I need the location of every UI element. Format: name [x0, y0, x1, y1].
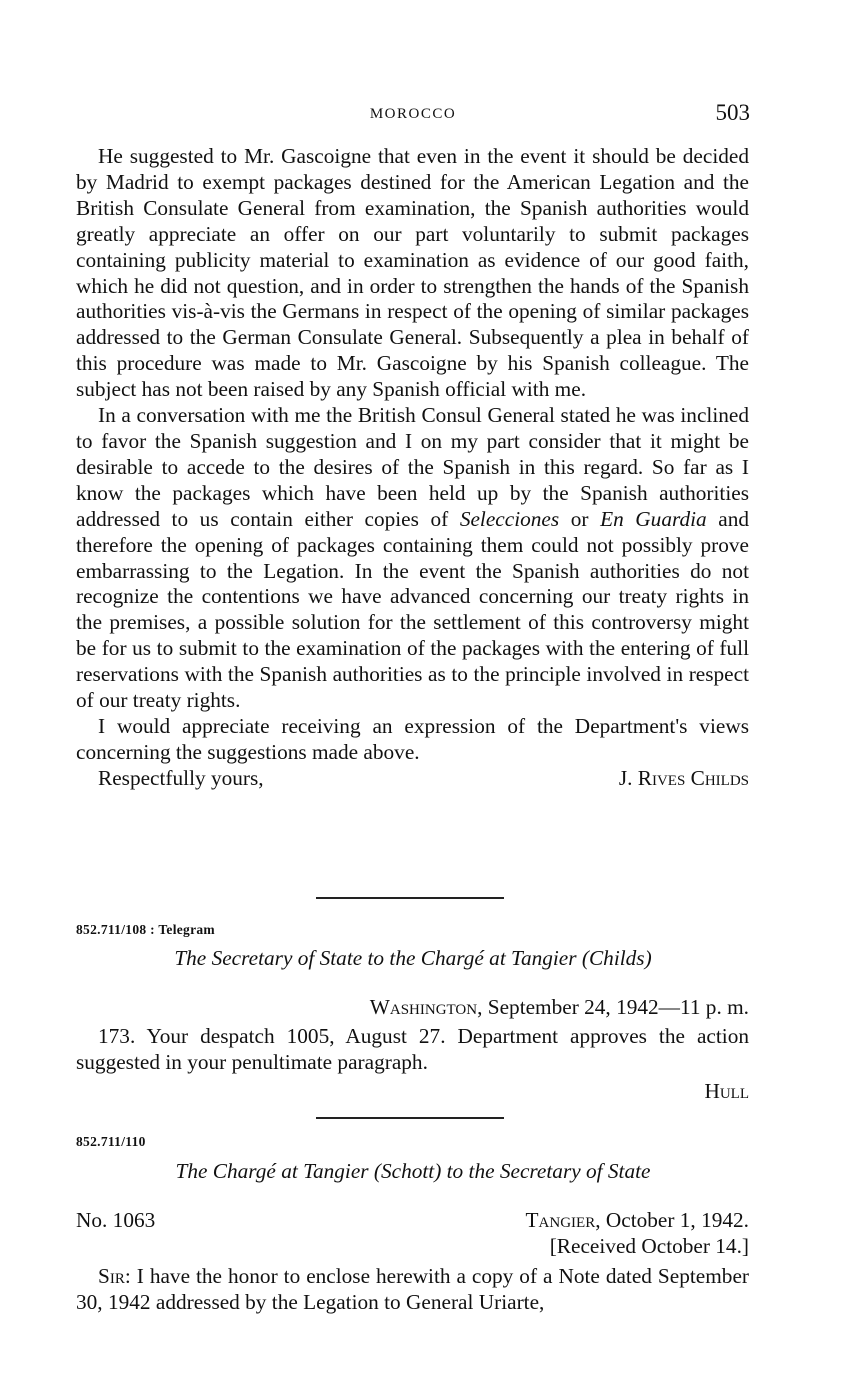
letter-body	[76, 144, 749, 792]
publication-selecciones: Selecciones	[459, 506, 560, 531]
dateline	[370, 995, 749, 1020]
dateline-date: , September 24, 1942—11 p. m.	[477, 995, 749, 1019]
publication-en-guardia: En Guardia	[600, 506, 707, 531]
telegram-body	[76, 1024, 749, 1076]
paragraph-2-text-b: and therefore the opening of packages containing them could not possibly prove embarrassing to the Legation. In the event the Spanish authorities do not recognize the contentions we have advanced concerning our treaty rights in the premises, a possible solution for the settlement of this controversy might be for us to submit to the examination of the packages with the entering of full reservations with the Spanish authorities as to the principle involved in respect of our treaty rights.	[76, 506, 750, 713]
telegram-text: 173. Your despatch 1005, August 27. Department approves the action suggested in your penultimate paragraph.	[76, 1024, 749, 1074]
dateline-place: Washington	[369, 995, 478, 1019]
file-number: 852.711/108 : Telegram	[76, 922, 215, 937]
document-title-2: The Chargé at Tangier (Schott) to the Secretary of State	[175, 1159, 651, 1183]
signature-row	[76, 766, 749, 792]
document-title: The Secretary of State to the Chargé at Tangier (Childs)	[174, 946, 652, 970]
page-header	[76, 102, 750, 132]
despatch-text-body: : I have the honor to enclose herewith a copy of a Note dated September 30, 1942 addressed by the Legation to General Uriarte,	[76, 1264, 749, 1314]
telegram-signature: Hull	[704, 1079, 749, 1103]
despatch-number: No. 1063	[76, 1208, 156, 1232]
section-divider	[316, 897, 504, 899]
despatch-body	[76, 1264, 749, 1316]
dateline-2	[526, 1208, 749, 1233]
dateline-place-2: Tangier	[525, 1208, 596, 1232]
dateline-date-2: , October 1, 1942.	[595, 1208, 749, 1232]
paragraph-2-text-a: In a conversation with me the British Consul General stated he was inclined to favor the Spanish suggestion and I on my part consider that it might be desirable to accede to the desires of the Spanish in this regard. So far as I know the packages which have been held up by the Spanish authorities addressed to us contain either copies of	[76, 403, 749, 531]
paragraph-2	[76, 403, 749, 714]
file-number-2: 852.711/110	[76, 1134, 146, 1149]
closing: Respectfully yours,	[98, 765, 264, 790]
despatch-text	[76, 1264, 749, 1316]
salutation: Sir	[98, 1264, 125, 1288]
signature: J. Rives Childs	[618, 765, 749, 790]
received-note: [Received October 14.]	[549, 1234, 749, 1258]
running-head: MOROCCO	[369, 106, 457, 122]
section-divider-2	[316, 1117, 504, 1119]
paragraph-2-or: or	[570, 506, 589, 531]
paragraph-1: He suggested to Mr. Gascoigne that even in the event it should be decided by Madrid to exempt packages destined for the American Legation and the British Consulate General from examination, the Spanish authorities would greatly appreciate an offer on our part voluntarily to submit packages containing publicity material to examination as evidence of our good faith, which he did not question, and in order to strengthen the hands of the Spanish authorities vis-à-vis the Germans in respect of the opening of similar packages addressed to the German Consulate General. Subsequently a plea in behalf of this procedure was made to Mr. Gascoigne by his Spanish colleague. The subject has not been raised by any Spanish official with me.	[76, 144, 749, 402]
page-number: 503	[715, 100, 750, 125]
paragraph-3: I would appreciate receiving an expression of the Department's views concerning the suggestions made above.	[76, 713, 749, 764]
